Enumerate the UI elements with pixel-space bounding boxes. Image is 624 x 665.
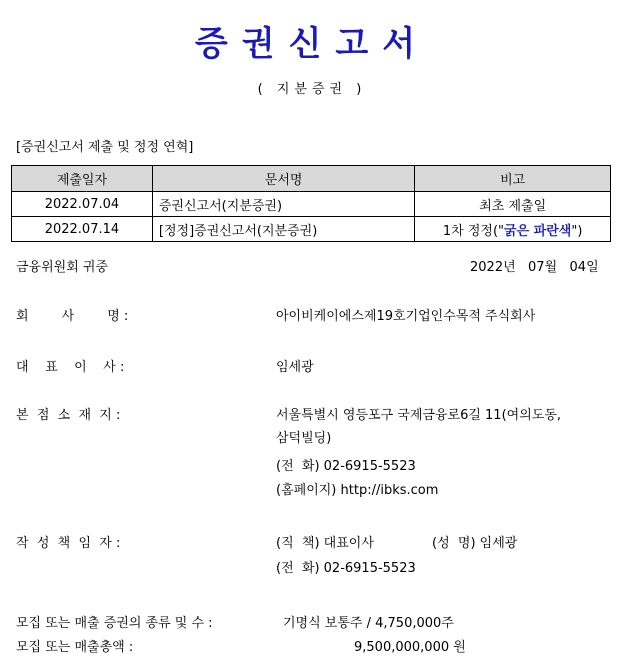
note-suffix: ") [571, 223, 583, 239]
history-heading: [증권신고서 제출 및 정정 연혁] [16, 140, 194, 155]
ceo-label: 대 표 이 사 : [16, 360, 125, 375]
row-document: 증권신고서(지분증권) [152, 192, 414, 217]
hq-label: 본 점 소 재 지 : [16, 408, 121, 423]
note-text: 최초 제출일 [479, 198, 547, 214]
document-subtitle: ( 지분증권 ) [257, 82, 367, 97]
company-label: 회 사 명 : [16, 309, 129, 324]
header-note: 비고 [415, 166, 611, 192]
header-document: 문서명 [152, 166, 414, 192]
offering-total-value: 9,500,000,000 원 [354, 640, 466, 655]
history-header-row [12, 166, 611, 192]
writer-name: (성 명) 임세광 [432, 536, 518, 551]
note-emphasis: 굵은 파란색 [504, 223, 572, 239]
writer-phone: (전 화) 02-6915-5523 [276, 561, 416, 576]
company-value: 아이비케이에스제19호기업인수목적 주식회사 [276, 309, 536, 324]
hq-phone: (전 화) 02-6915-5523 [276, 459, 416, 474]
row-note [415, 192, 611, 217]
history-table [11, 165, 611, 242]
offering-type-value: 기명식 보통주 / 4,750,000주 [283, 616, 454, 631]
row-note [415, 217, 611, 242]
recipient: 금융위원회 귀중 [16, 260, 109, 275]
hq-address-line2: 삼덕빌딩) [276, 431, 332, 446]
row-date: 2022.07.14 [12, 217, 153, 242]
writer-position: (직 책) 대표이사 [276, 536, 374, 551]
header-date: 제출일자 [12, 166, 153, 192]
row-document: [정정]증권신고서(지분증권) [152, 217, 414, 242]
note-text: 1차 정정(" [442, 223, 505, 239]
hq-address-line1: 서울특별시 영등포구 국제금융로6길 11(여의도동, [276, 408, 562, 423]
hq-homepage: (홈페이지) http://ibks.com [276, 483, 439, 498]
offering-total-label: 모집 또는 매출총액 : [16, 640, 134, 655]
table-row [12, 217, 611, 242]
submission-date: 2022년 07월 04일 [470, 260, 599, 275]
row-date: 2022.07.04 [12, 192, 153, 217]
offering-type-label: 모집 또는 매출 증권의 종류 및 수 : [16, 616, 213, 631]
ceo-value: 임세광 [276, 360, 314, 375]
document-title: 증권신고서 [194, 24, 430, 64]
writer-label: 작 성 책 임 자 : [16, 536, 121, 551]
table-row [12, 192, 611, 217]
